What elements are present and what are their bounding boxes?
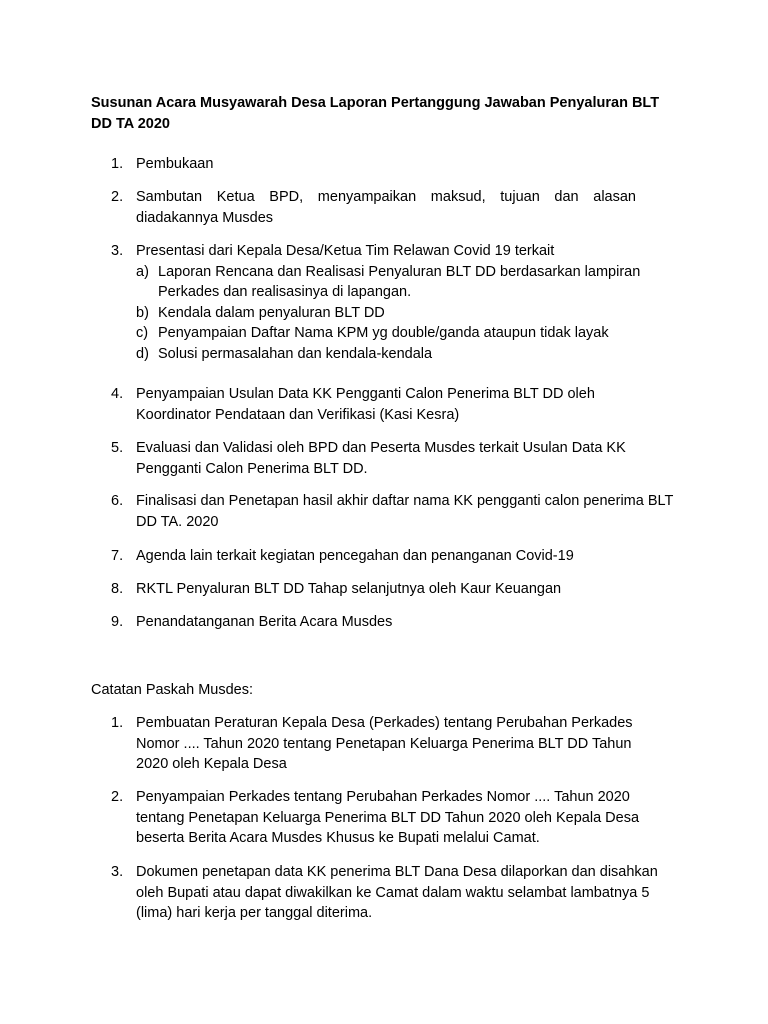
agenda-number: 3. xyxy=(111,243,124,259)
agenda-text: Sambutan Ketua BPD, menyampaikan maksud, tujuan dan alasan diadakannya Musdes xyxy=(136,189,636,226)
agenda-item xyxy=(91,154,671,175)
agenda-text: Penyampaian Usulan Data KK Pengganti Calon Penerima BLT DD oleh Koordinator Pendataan dan Verifikasi (Kasi Kesra) xyxy=(136,386,595,423)
agenda-number: 1. xyxy=(111,156,124,172)
agenda-number: 8. xyxy=(111,581,124,597)
agenda-text: Evaluasi dan Validasi oleh BPD dan Peserta Musdes terkait Usulan Data KK Pengganti Calon Penerima BLT DD. xyxy=(136,440,626,477)
sub-item xyxy=(136,344,671,365)
agenda-text: Pembukaan xyxy=(136,156,214,172)
agenda-item xyxy=(91,491,674,532)
agenda-number: 9. xyxy=(111,614,124,630)
agenda-item xyxy=(91,384,671,425)
sub-item-letter: c) xyxy=(136,325,149,341)
agenda-text: Presentasi dari Kepala Desa/Ketua Tim Relawan Covid 19 terkait xyxy=(136,243,555,259)
note-item xyxy=(91,713,671,775)
sub-item-text: Laporan Rencana dan Realisasi Penyaluran BLT DD berdasarkan lampiran Perkades dan realisasinya di lapangan. xyxy=(158,263,641,300)
sub-item-letter: a) xyxy=(136,263,149,280)
sub-item xyxy=(136,303,671,324)
note-text: Pembuatan Peraturan Kepala Desa (Perkades) tentang Perubahan Perkades Nomor .... Tahun 2020 tentang Penetapan Keluarga Penerima BLT DD Tahun 2020 oleh Kepala Desa xyxy=(136,715,633,772)
agenda-text: Penandatanganan Berita Acara Musdes xyxy=(136,614,393,630)
document-title: Susunan Acara Musyawarah Desa Laporan Pertanggung Jawaban Penyaluran BLT DD TA 2020 xyxy=(91,95,660,132)
note-number: 1. xyxy=(111,715,124,731)
note-text: Penyampaian Perkades tentang Perubahan Perkades Nomor .... Tahun 2020 tentang Penetapan Keluarga Penerima BLT DD Tahun 2020 oleh Kepala Desa beserta Berita Acara Musdes Khusus ke Bupati melalui Camat. xyxy=(136,789,640,846)
agenda-item xyxy=(91,187,671,228)
sub-item-text: Penyampaian Daftar Nama KPM yg double/ganda ataupun tidak layak xyxy=(158,325,609,341)
agenda-item xyxy=(91,241,671,364)
agenda-number: 2. xyxy=(111,189,124,205)
sub-item-text: Kendala dalam penyaluran BLT DD xyxy=(158,304,385,321)
sub-item-text: Solusi permasalahan dan kendala-kendala xyxy=(158,345,433,362)
agenda-number: 4. xyxy=(111,386,124,402)
sub-item-letter: d) xyxy=(136,345,149,362)
agenda-item xyxy=(91,546,671,567)
agenda-text: Finalisasi dan Penetapan hasil akhir daftar nama KK pengganti calon penerima BLT DD TA. 2020 xyxy=(136,493,674,530)
agenda-item xyxy=(91,579,671,600)
sub-item xyxy=(136,262,671,303)
note-number: 2. xyxy=(111,789,124,805)
agenda-text: RKTL Penyaluran BLT DD Tahap selanjutnya oleh Kaur Keuangan xyxy=(136,581,562,597)
note-item xyxy=(91,862,671,924)
agenda-number: 7. xyxy=(111,548,124,564)
sub-item-letter: b) xyxy=(136,304,149,321)
agenda-text: Agenda lain terkait kegiatan pencegahan dan penanganan Covid-19 xyxy=(136,548,574,564)
note-text: Dokumen penetapan data KK penerima BLT Dana Desa dilaporkan dan disahkan oleh Bupati atau dapat diwakilkan ke Camat dalam waktu selambat lambatnya 5 (lima) hari kerja per tanggal diterima. xyxy=(136,864,658,921)
agenda-item xyxy=(91,438,671,479)
notes-heading: Catatan Paskah Musdes: xyxy=(91,682,254,698)
agenda-number: 5. xyxy=(111,440,124,456)
note-item xyxy=(91,787,671,849)
sub-item xyxy=(136,323,671,344)
agenda-item xyxy=(91,612,671,633)
note-number: 3. xyxy=(111,864,124,880)
agenda-number: 6. xyxy=(111,493,124,509)
